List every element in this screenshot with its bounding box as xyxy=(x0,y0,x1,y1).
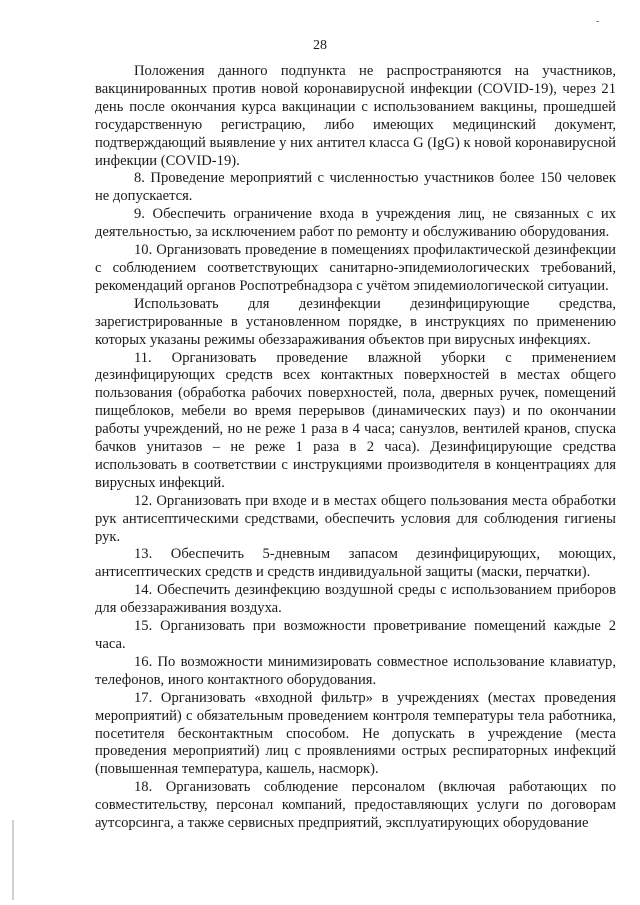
paragraph-item-11: 11. Организовать проведение влажной уборки с применением дезинфицирующих средств всех контактных поверхностей в местах общего пользования (обработка рабочих поверхностей, пола, дверных ручек, помещений пищеблоков, мебели во время перерывов (динамических пауз) и по окончании работы учреждений, но не реже 1 раза в 4 часа; санузлов, вентилей кранов, спуска бачков унитазов – не реже 1 раза в 2 часа). Дезинфицирующие средства использовать в соответствии с инструкциями производителя в концентрациях для вирусных инфекций. xyxy=(95,349,616,491)
document-body xyxy=(95,63,616,833)
paragraph-item-16: 16. По возможности минимизировать совместное использование клавиатур, телефонов, иного контактного оборудования. xyxy=(95,653,616,688)
scan-edge-divider xyxy=(12,820,14,900)
paragraph-item-18: 18. Организовать соблюдение персоналом (включая работающих по совместительству, персонал компаний, предоставляющих услуги по договорам аутсорсинга, а также сервисных предприятий, эксплуатирующих оборудование xyxy=(95,779,616,832)
paragraph-item-17: 17. Организовать «входной фильтр» в учреждениях (местах проведения мероприятий) с обязательным проведением контроля температуры тела работника, посетителя бесконтактным способом. Не допускать в учреждение (места проведения мероприятий) лиц с проявлениями острых респираторных инфекций (повышенная температура, кашель, насморк). xyxy=(95,689,616,778)
paragraph-item-15: 15. Организовать при возможности проветривание помещений каждые 2 часа. xyxy=(95,618,616,652)
paragraph-item-14: 14. Обеспечить дезинфекцию воздушной среды с использованием приборов для обеззараживания воздуха. xyxy=(95,582,616,617)
paragraph-item-12: 12. Организовать при входе и в местах общего пользования места обработки рук антисептическими средствами, обеспечить условия для соблюдения гигиены рук. xyxy=(95,492,616,545)
page-number: 28 xyxy=(313,38,327,53)
paragraph-vaccination-exemption: Положения данного подпункта не распространяются на участников, вакцинированных против новой коронавирусной инфекции (COVID-19), через 21 день после окончания курса вакцинации с использованием вакцины, прошедшей государственную регистрацию, либо имеющих медицинский документ, подтверждающий выявление у них антител класса G (IgG) к новой коронавирусной инфекции (COVID-19). xyxy=(95,63,616,169)
paragraph-item-10: 10. Организовать проведение в помещениях профилактической дезинфекции с соблюдением соответствующих санитарно-эпидемиологических требований, рекомендаций органов Роспотребнадзора с учётом эпидемиологической ситуации. xyxy=(95,242,616,294)
paragraph-disinfectant-usage: Использовать для дезинфекции дезинфицирующие средства, зарегистрированные в установленном порядке, в инструкциях по применению которых указаны режимы обеззараживания объектов при вирусных инфекциях. xyxy=(95,295,616,348)
paragraph-item-9: 9. Обеспечить ограничение входа в учреждения лиц, не связанных с их деятельностью, за исключением работ по ремонту и обслуживанию оборудования. xyxy=(95,206,616,241)
paragraph-item-13: 13. Обеспечить 5-дневным запасом дезинфицирующих, моющих, антисептических средств и средств индивидуальной защиты (маски, перчатки). xyxy=(95,546,616,581)
corner-mark: - xyxy=(596,16,600,27)
paragraph-item-8: 8. Проведение мероприятий с численностью участников более 150 человек не допускается. xyxy=(95,170,616,205)
